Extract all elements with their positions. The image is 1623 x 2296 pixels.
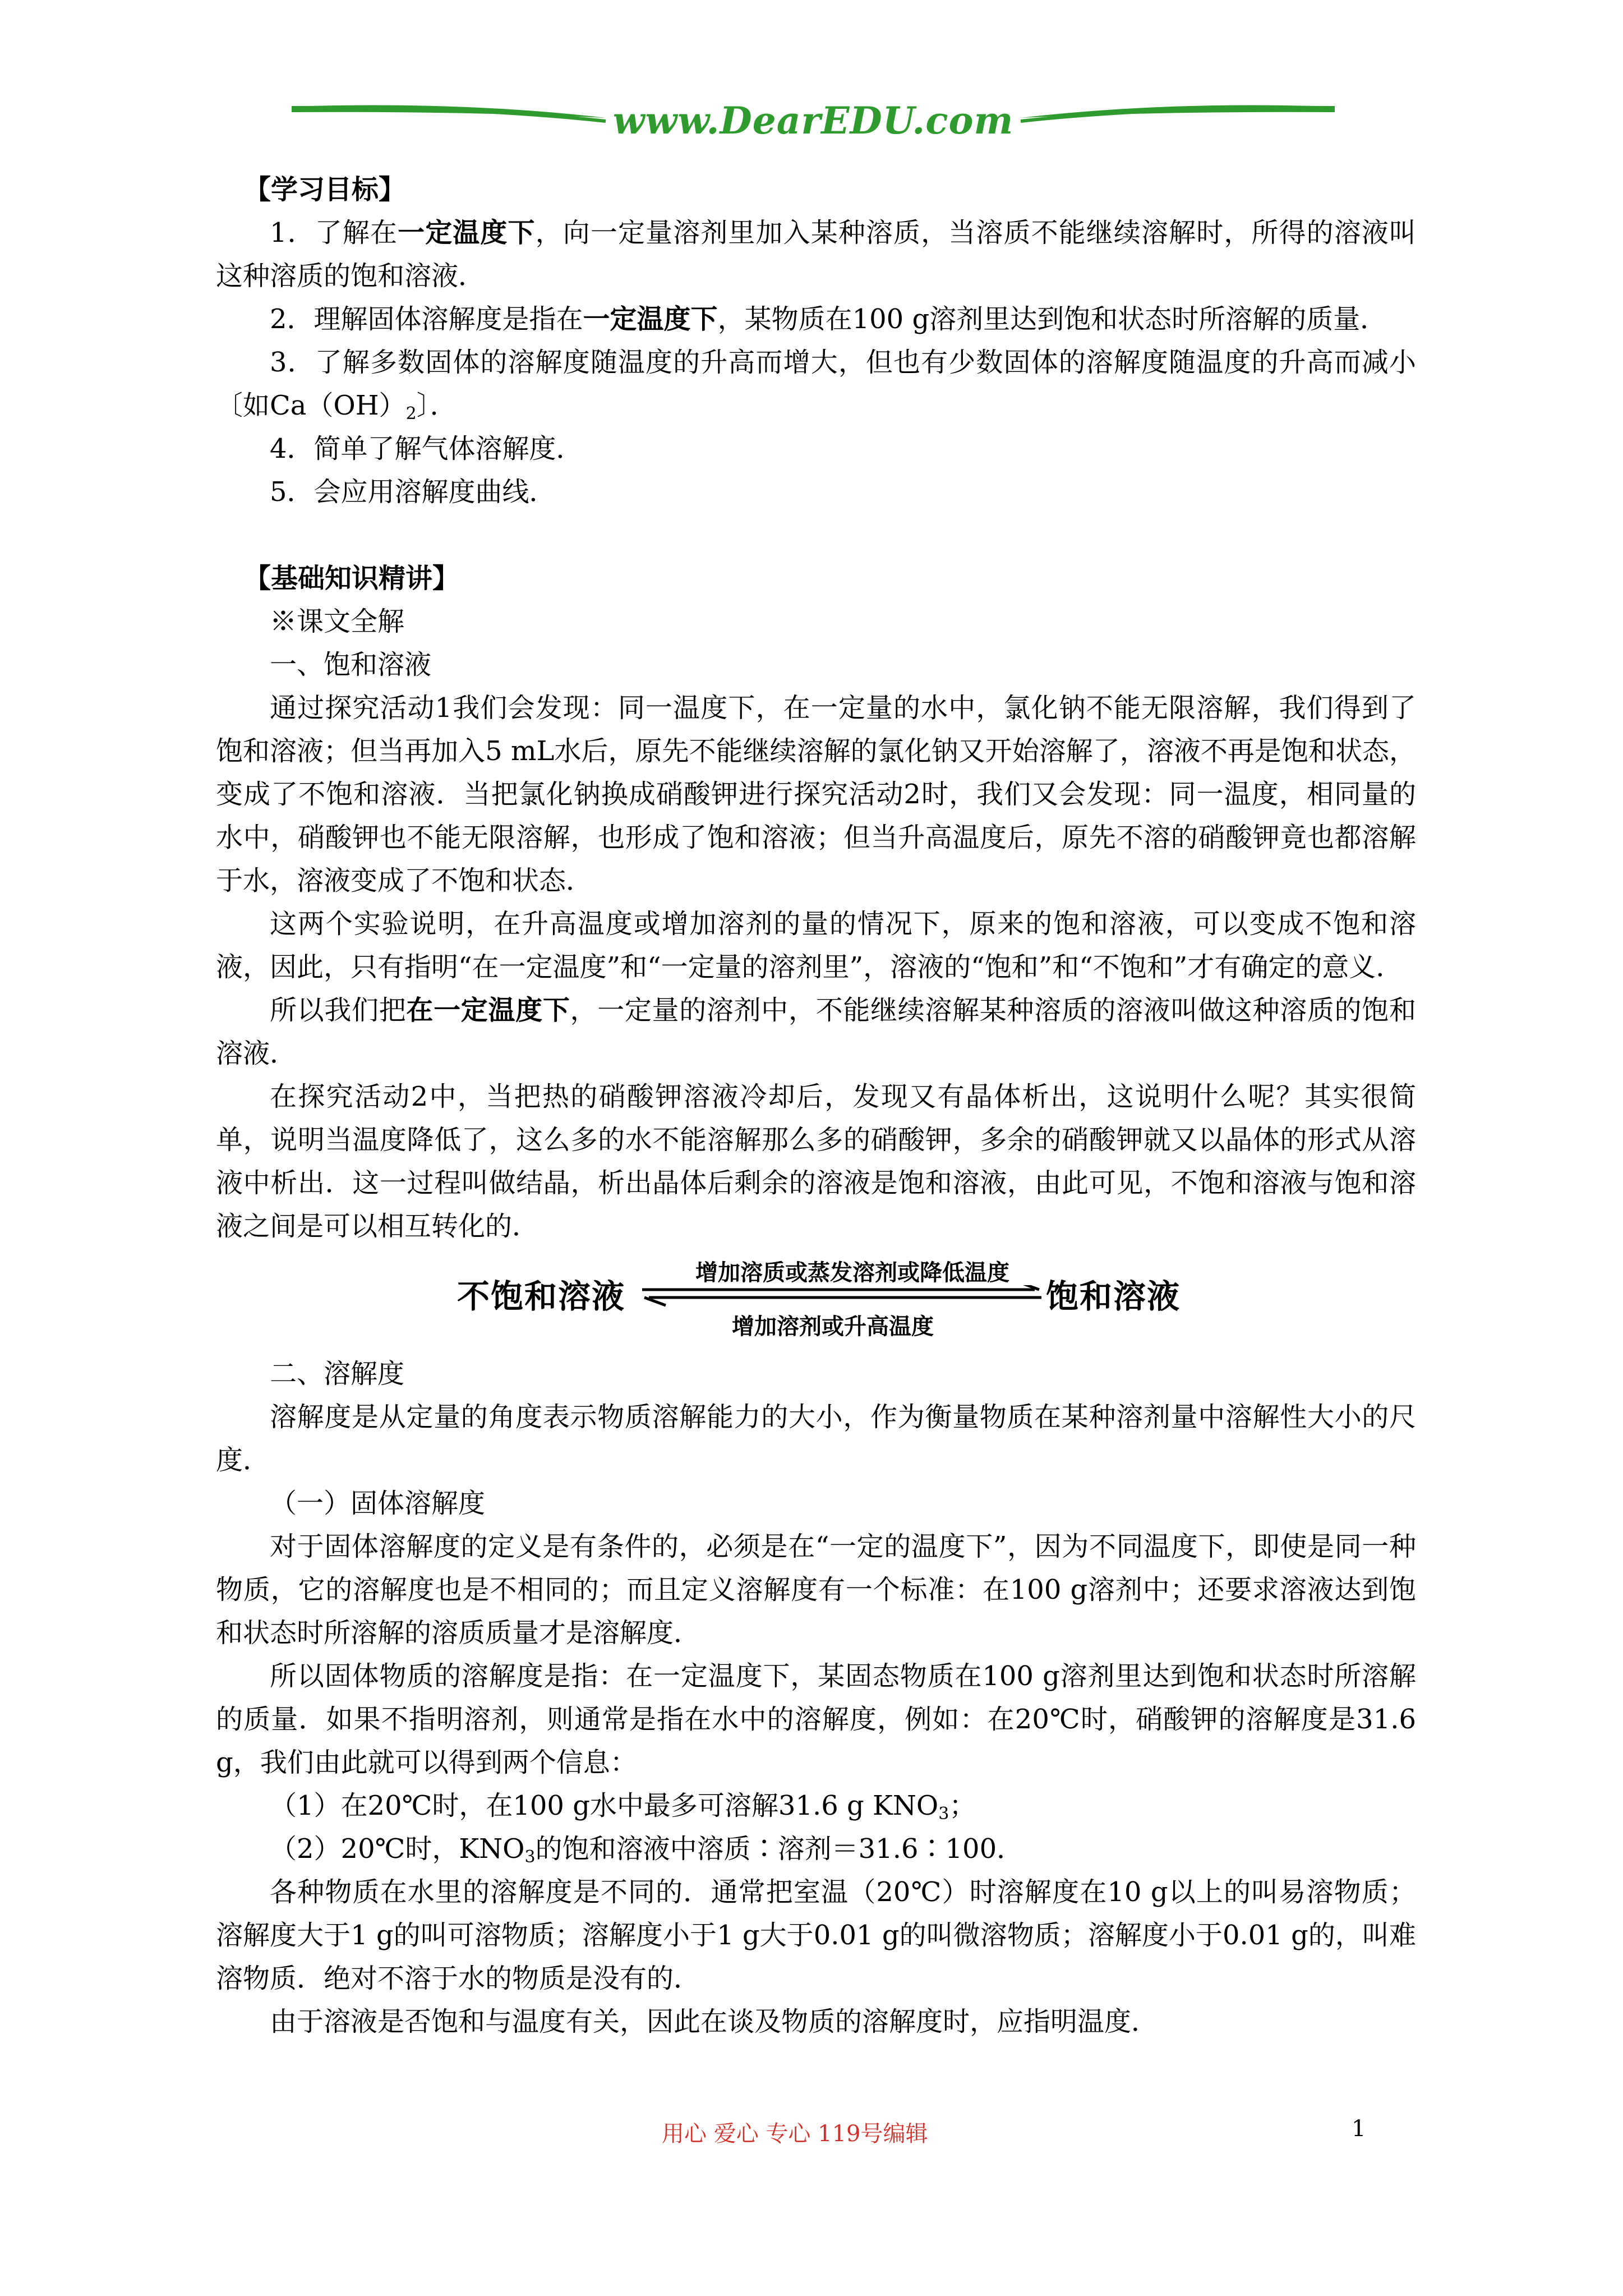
diagram-reverse-condition: 增加溶剂或升高温度 bbox=[732, 1314, 934, 1340]
paragraph: 各种物质在水里的溶解度是不同的．通常把室温（20℃）时溶解度在10 g以上的叫易溶物质；溶解度大于1 g的叫可溶物质；溶解度小于1 g大于0.01 g的叫微溶物质；溶解度小于0.01 g的，叫难溶物质．绝对不溶于水的物质是没有的． bbox=[216, 1876, 1416, 1994]
text-run: 所以我们把 bbox=[270, 995, 407, 1026]
diagram-right-label: 饱和溶液 bbox=[1046, 1277, 1181, 1315]
subscript: 3 bbox=[938, 1804, 949, 1824]
diagram-left-label: 不饱和溶液 bbox=[457, 1277, 626, 1315]
page-number: 1 bbox=[1352, 2116, 1366, 2142]
logo-text: www.DearEDU.com bbox=[612, 99, 1014, 142]
footer-text: 用心 爱心 专心 119号编辑 bbox=[662, 2121, 928, 2147]
goal-2-text-b: ，某物质在100 g溶剂里达到饱和状态时所溶解的质量． bbox=[717, 303, 1387, 335]
info-item-1 bbox=[216, 1784, 1416, 1828]
goal-item-1 bbox=[216, 211, 1416, 298]
section-heading-basics: 【基础知识精讲】 bbox=[244, 563, 460, 594]
subsection-title-solubility: 二、溶解度 bbox=[270, 1358, 405, 1389]
subscript: 3 bbox=[524, 1847, 536, 1867]
main-content bbox=[216, 168, 1416, 2044]
paragraph: 对于固体溶解度的定义是有条件的，必须是在“一定的温度下”，因为不同温度下，即使是同一种物质，它的溶解度也是不相同的；而且定义溶解度有一个标准：在100 g溶剂中；还要求溶液达到饱和状态时所溶解的溶质质量才是溶解度． bbox=[216, 1531, 1416, 1649]
page-footer bbox=[0, 2116, 1623, 2150]
goal-1-emphasis: 一定温度下 bbox=[398, 217, 536, 249]
goal-item-5: 5．会应用溶解度曲线． bbox=[270, 476, 556, 508]
site-header-logo bbox=[292, 94, 1335, 156]
subsection-title-solid-solubility: （一）固体溶解度 bbox=[270, 1488, 486, 1519]
text-run: （2）20℃时，KNO bbox=[270, 1833, 525, 1865]
goal-item-3 bbox=[216, 341, 1416, 427]
section-heading-goals: 【学习目标】 bbox=[244, 174, 406, 205]
paragraph: 在探究活动2中，当把热的硝酸钾溶液冷却后，发现又有晶体析出，这说明什么呢？其实很简单，说明当温度降低了，这么多的水不能溶解那么多的硝酸钾，多余的硝酸钾就又以晶体的形式从溶液中析出．这一过程叫做结晶，析出晶体后剩余的溶液是饱和溶液，由此可见，不饱和溶液与饱和溶液之间是可以相互转化的． bbox=[216, 1081, 1416, 1242]
goal-1-text-a: 1．了解在 bbox=[270, 217, 398, 249]
text-run: （1）在20℃时，在100 g水中最多可溶解31.6 g KNO bbox=[270, 1790, 939, 1821]
text-run: 的饱和溶液中溶质∶溶剂＝31.6∶100． bbox=[535, 1833, 1024, 1865]
conversion-diagram bbox=[216, 1251, 1416, 1341]
text-run: ，一定量的溶剂中，不能继续溶解某种溶质的溶液叫做这种溶质的饱和溶液． bbox=[216, 995, 1416, 1069]
goal-1-text-b: ，向一定量溶剂里加入某种溶质，当溶质不能继续溶解时，所得的溶液叫这种溶质的饱和溶液． bbox=[216, 217, 1416, 292]
text-run: ； bbox=[949, 1790, 976, 1821]
goal-3-text-a: 3．了解多数固体的溶解度随温度的升高而增大，但也有少数固体的溶解度随温度的升高而减小〔如Ca（OH） bbox=[216, 347, 1416, 421]
goal-2-text-a: 2．理解固体溶解度是指在 bbox=[270, 303, 583, 335]
paragraph: 溶解度是从定量的角度表示物质溶解能力的大小，作为衡量物质在某种溶剂量中溶解性大小的尺度． bbox=[216, 1401, 1416, 1476]
diagram-forward-condition: 增加溶质或蒸发溶剂或降低温度 bbox=[695, 1260, 1009, 1286]
subsection-title-saturated: 一、饱和溶液 bbox=[270, 649, 432, 680]
goal-3-text-b: 〕． bbox=[416, 390, 457, 421]
goal-item-4: 4．简单了解气体溶解度． bbox=[270, 433, 583, 464]
goal-item-2 bbox=[216, 298, 1416, 341]
lesson-label: ※课文全解 bbox=[270, 606, 405, 637]
paragraph bbox=[216, 989, 1416, 1075]
paragraph: 这两个实验说明，在升高温度或增加溶剂的量的情况下，原来的饱和溶液，可以变成不饱和溶液，因此，只有指明“在一定温度”和“一定量的溶剂里”，溶液的“饱和”和“不饱和”才有确定的意义． bbox=[216, 908, 1416, 983]
paragraph: 通过探究活动1我们会发现：同一温度下，在一定量的水中，氯化钠不能无限溶解，我们得到了饱和溶液；但当再加入5 mL水后，原先不能继续溶解的氯化钠又开始溶解了，溶液不再是饱和状态，变成了不饱和溶液．当把氯化钠换成硝酸钾进行探究活动2时，我们又会发现：同一温度，相同量的水中，硝酸钾也不能无限溶解，也形成了饱和溶液；但当升高温度后，原先不溶的硝酸钾竟也都溶解于水，溶液变成了不饱和状态． bbox=[216, 692, 1416, 896]
goal-3-subscript: 2 bbox=[405, 404, 417, 424]
paragraph: 由于溶液是否饱和与温度有关，因此在谈及物质的溶解度时，应指明温度． bbox=[270, 2006, 1159, 2037]
double-arrow-icon bbox=[642, 1285, 1046, 1308]
spacer bbox=[216, 514, 1416, 557]
info-item-2 bbox=[216, 1828, 1416, 1871]
paragraph: 所以固体物质的溶解度是指：在一定温度下，某固态物质在100 g溶剂里达到饱和状态时所溶解的质量．如果不指明溶剂，则通常是指在水中的溶解度，例如：在20℃时，硝酸钾的溶解度是31.6 g，我们由此就可以得到两个信息： bbox=[216, 1660, 1416, 1778]
emphasis-text: 在一定温度下 bbox=[406, 995, 570, 1026]
goal-2-emphasis: 一定温度下 bbox=[583, 303, 718, 335]
